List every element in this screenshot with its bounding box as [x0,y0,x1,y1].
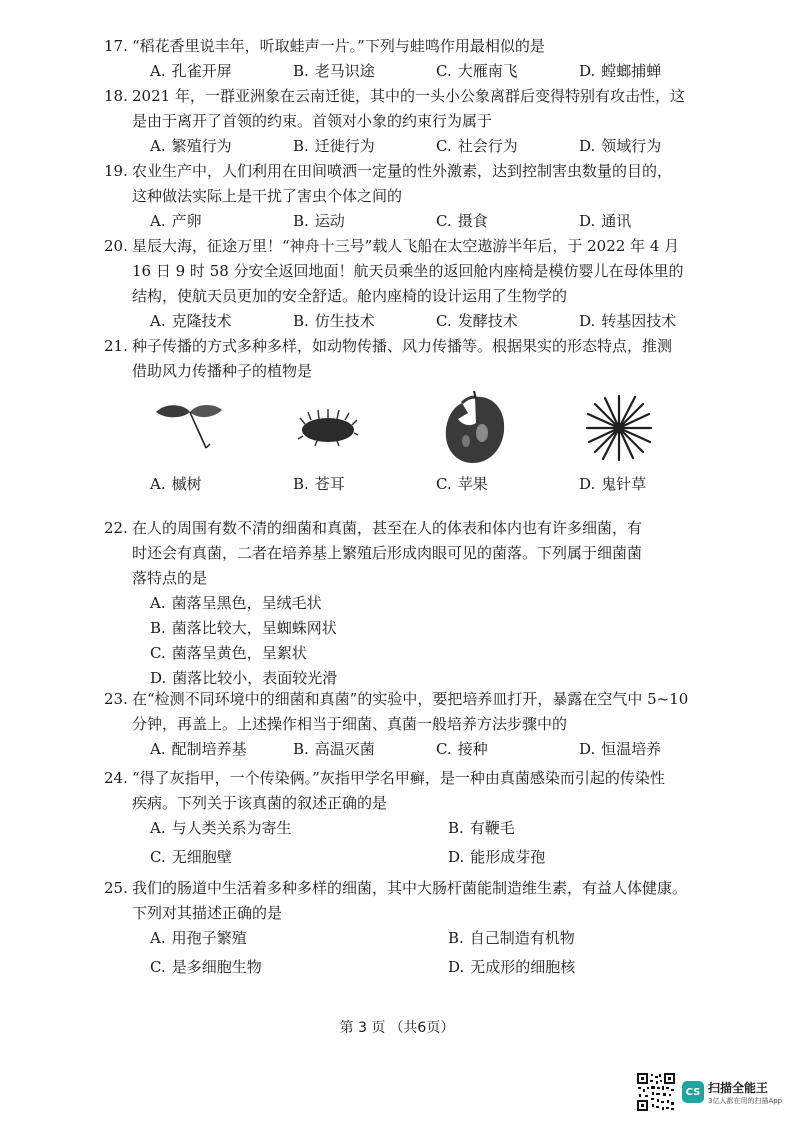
question-number: 18. [104,87,128,105]
option-b[interactable]: B. 苍耳 [293,475,345,493]
option-d[interactable]: D. 转基因技术 [579,312,677,330]
beggar-ticks-icon [583,388,726,468]
option-b[interactable]: B. 仿生技术 [293,312,375,330]
question-number: 20. [104,237,128,255]
maple-samara-icon [154,388,297,468]
options-grid [150,926,772,980]
question-21 [104,334,772,497]
question-22 [104,516,772,691]
scanner-watermark [636,1072,782,1112]
page-footer [0,1017,794,1037]
question-stem [104,687,772,737]
stem-line: 在人的周围有数不清的细菌和真菌，甚至在人的体表和体内也有许多细菌，有 [132,519,643,537]
option-d[interactable]: D. 螳螂捕蝉 [579,62,662,80]
question-25 [104,876,772,980]
option-c[interactable]: C. 社会行为 [436,137,518,155]
option-c[interactable]: C. 无细胞壁 [150,848,232,866]
question-stem [104,766,772,816]
question-20 [104,234,772,334]
question-number: 23. [104,690,128,708]
stem-line: 星辰大海，征途万里！“神舟十三号”载人飞船在太空遨游半年后，于 2022 年 4 月 [132,237,680,255]
qr-code-icon [636,1072,676,1112]
options-row [150,737,772,762]
fruit-figures [154,384,772,472]
stem-line: 下列对其描述正确的是 [132,904,283,922]
option-c[interactable]: C. 摄食 [436,212,488,230]
cocklebur-icon [297,388,440,468]
question-18 [104,84,772,159]
question-stem [104,516,772,591]
stem-line: “得了灰指甲，一个传染俩。”灰指甲学名甲癣，是一种由真菌感染而引起的传染性 [132,769,665,787]
option-a[interactable]: A. 槭树 [150,475,202,493]
stem-line: 借助风力传播种子的植物是 [132,362,313,380]
option-b[interactable]: B. 运动 [293,212,345,230]
stem-line: 我们的肠道中生活着多种多样的细菌，其中大肠杆菌能制造维生素，有益人体健康。 [132,879,688,897]
options-column [150,591,772,691]
option-a[interactable]: A. 产卵 [150,212,202,230]
option-a[interactable]: A. 配制培养基 [150,740,247,758]
option-a[interactable]: A. 菌落呈黑色，呈绒毛状 [150,594,322,612]
option-c[interactable]: C. 发酵技术 [436,312,518,330]
option-b[interactable]: B. 菌落比较大，呈蜘蛛网状 [150,619,337,637]
option-d[interactable]: D. 领域行为 [579,137,662,155]
stem-line: 落特点的是 [132,569,208,587]
options-row [150,59,772,84]
options-grid [150,816,772,870]
question-stem [104,334,772,384]
option-d[interactable]: D. 通讯 [579,212,632,230]
question-stem [104,159,772,209]
question-number: 21. [104,337,128,355]
option-d[interactable]: D. 能形成芽孢 [448,848,546,866]
page-number: 第 3 页 [339,1020,386,1036]
option-a[interactable]: A. 与人类关系为寄生 [150,819,292,837]
option-b[interactable]: B. 老马识途 [293,62,375,80]
apple-icon [440,388,583,468]
stem-line: 16 日 9 时 58 分安全返回地面！航天员乘坐的返回舱内座椅是模仿婴儿在母体里的 [132,262,684,280]
question-number: 17. [104,37,128,55]
option-b[interactable]: B. 迁徙行为 [293,137,375,155]
stem-line: 2021 年，一群亚洲象在云南迁徙，其中的一头小公象离群后变得特别有攻击性，这 [132,87,685,105]
question-stem [104,84,772,134]
stem-line: 农业生产中，人们利用在田间喷洒一定量的性外激素，达到控制害虫数量的目的， [132,162,673,180]
option-a[interactable]: A. 孔雀开屏 [150,62,232,80]
option-c[interactable]: C. 接种 [436,740,488,758]
stem-line: 结构，使航天员更加的安全舒适。舱内座椅的设计运用了生物学的 [132,287,568,305]
option-d[interactable]: D. 鬼针草 [579,475,647,493]
options-row [150,472,772,497]
watermark-text [708,1079,782,1106]
option-d[interactable]: D. 菌落比较小，表面较光滑 [150,669,338,687]
option-c[interactable]: C. 菌落呈黄色，呈絮状 [150,644,307,662]
option-a[interactable]: A. 繁殖行为 [150,137,232,155]
question-number: 24. [104,769,128,787]
stem-line: 这种做法实际上是干扰了害虫个体之间的 [132,187,403,205]
option-d[interactable]: D. 恒温培养 [579,740,662,758]
option-c[interactable]: C. 是多细胞生物 [150,958,262,976]
stem-line: 疾病。下列关于该真菌的叙述正确的是 [132,794,388,812]
options-row [150,134,772,159]
stem-line: 分钟，再盖上。上述操作相当于细菌、真菌一般培养方法步骤中的 [132,715,568,733]
option-d[interactable]: D. 无成形的细胞核 [448,958,576,976]
option-a[interactable]: A. 克隆技术 [150,312,232,330]
question-23 [104,687,772,762]
question-19 [104,159,772,234]
watermark-title: 扫描全能王 [708,1080,769,1095]
option-b[interactable]: B. 有鞭毛 [448,819,515,837]
options-row [150,309,772,334]
option-c[interactable]: C. 苹果 [436,475,488,493]
question-24 [104,766,772,870]
question-number: 25. [104,879,128,897]
question-number: 22. [104,519,128,537]
question-stem [104,234,772,309]
options-row [150,209,772,234]
watermark-subtitle: 3亿人都在用的扫描App [708,1096,783,1105]
cs-logo-icon: CS [682,1081,704,1103]
stem-line: 种子传播的方式多种多样，如动物传播、风力传播等。根据果实的形态特点，推测 [132,337,673,355]
question-stem [104,876,772,926]
option-c[interactable]: C. 大雁南飞 [436,62,518,80]
stem-line: 在“检测不同环境中的细菌和真菌”的实验中，要把培养皿打开，暴露在空气中 5~10 [132,690,689,708]
page-total: （共6页） [389,1020,455,1036]
question-stem [104,34,772,59]
question-number: 19. [104,162,128,180]
question-17 [104,34,772,84]
stem-line: “稻花香里说丰年，听取蛙声一片。”下列与蛙鸣作用最相似的是 [132,37,545,55]
option-a[interactable]: A. 用孢子繁殖 [150,929,247,947]
option-b[interactable]: B. 自己制造有机物 [448,929,575,947]
stem-line: 是由于离开了首领的约束。首领对小象的约束行为属于 [132,112,493,130]
stem-line: 时还会有真菌，二者在培养基上繁殖后形成肉眼可见的菌落。下列属于细菌菌 [132,544,643,562]
option-b[interactable]: B. 高温灭菌 [293,740,375,758]
